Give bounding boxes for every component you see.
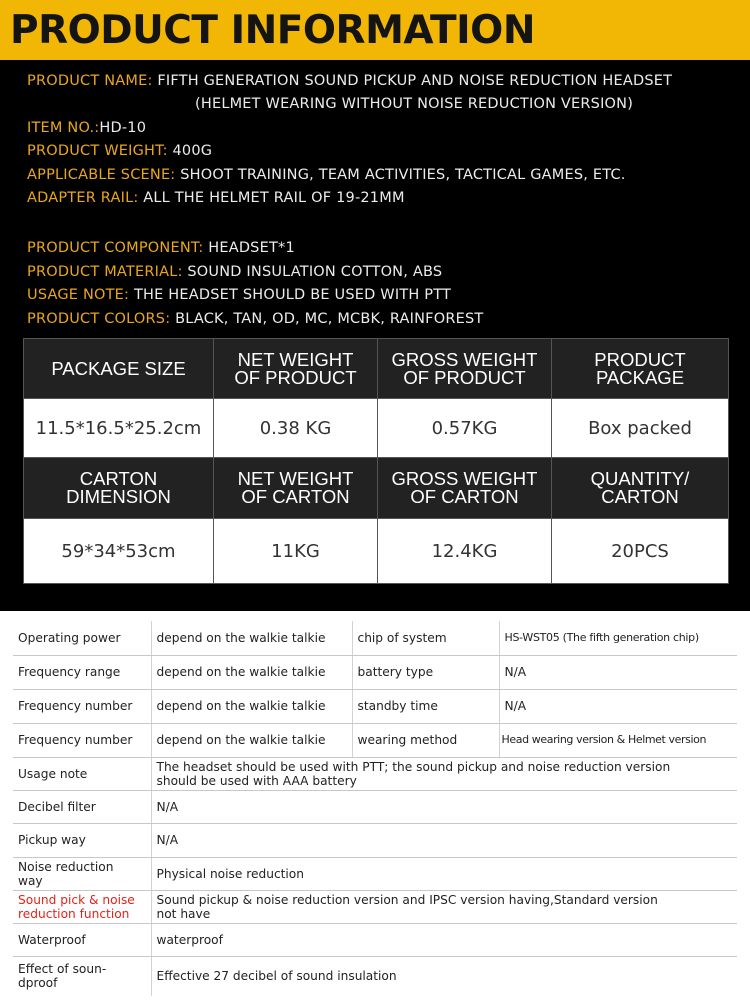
- component-value: HEADSET*1: [208, 240, 295, 256]
- scene-line: [27, 167, 626, 183]
- spec-row-sound-pick: [13, 890, 737, 923]
- scene-label: APPLICABLE SCENE:: [27, 167, 176, 183]
- rail-value: ALL THE HELMET RAIL OF 19-21MM: [143, 190, 405, 206]
- spec-label: Frequency range: [13, 655, 151, 689]
- spec-label: Pickup way: [13, 823, 151, 857]
- spec-value: HS-WST05 (The fifth generation chip): [499, 621, 737, 655]
- net-weight-product-header: NET WEIGHT OF PRODUCT: [214, 339, 378, 399]
- gross-weight-carton-header: GROSS WEIGHT OF CARTON: [378, 458, 552, 519]
- spec-row: [13, 655, 737, 689]
- spec-row-decibel: [13, 790, 737, 823]
- colors-label: PRODUCT COLORS:: [27, 311, 171, 327]
- spec-label: Usage note: [13, 757, 151, 790]
- spec-label: battery type: [352, 655, 499, 689]
- usage-line: [27, 287, 451, 303]
- quantity-carton-value: 20PCS: [552, 519, 729, 584]
- spec-label: Sound pick & noise reduction function: [13, 890, 151, 923]
- carton-dimension-value: 59*34*53cm: [24, 519, 214, 584]
- spec-row-noise: [13, 857, 737, 890]
- usage-label: USAGE NOTE:: [27, 287, 130, 303]
- colors-line: [27, 311, 483, 327]
- spec-table: [13, 621, 737, 996]
- spec-value: depend on the walkie talkie: [151, 723, 352, 757]
- page-title: PRODUCT INFORMATION: [0, 0, 750, 60]
- weight-value: 400G: [172, 143, 213, 159]
- net-weight-carton-header: NET WEIGHT OF CARTON: [214, 458, 378, 519]
- spec-value: Physical noise reduction: [151, 857, 737, 890]
- spec-label: Effect of soun- dproof: [13, 956, 151, 996]
- package-size-value: 11.5*16.5*25.2cm: [24, 399, 214, 458]
- product-package-header: PRODUCT PACKAGE: [552, 339, 729, 399]
- net-weight-product-value: 0.38 KG: [214, 399, 378, 458]
- product-name-value-line2: (HELMET WEARING WITHOUT NOISE REDUCTION VERSION): [195, 96, 634, 112]
- spec-value: N/A: [499, 689, 737, 723]
- spec-value: The headset should be used with PTT; the sound pickup and noise reduction version should be used with AAA battery: [151, 757, 737, 790]
- spec-value: depend on the walkie talkie: [151, 621, 352, 655]
- spec-label: Frequency number: [13, 689, 151, 723]
- product-name-label: PRODUCT NAME:: [27, 73, 153, 89]
- gross-weight-product-value: 0.57KG: [378, 399, 552, 458]
- spec-row-pickup: [13, 823, 737, 857]
- usage-value: THE HEADSET SHOULD BE USED WITH PTT: [133, 287, 452, 303]
- spec-row: [13, 621, 737, 655]
- spec-label: Waterproof: [13, 923, 151, 956]
- spec-row-waterproof: [13, 923, 737, 956]
- gross-weight-carton-value: 12.4KG: [378, 519, 552, 584]
- spec-value: Effective 27 decibel of sound insulation: [156, 969, 397, 984]
- component-line: [27, 240, 295, 256]
- item-no-value: HD-10: [99, 120, 147, 136]
- spec-label: standby time: [352, 689, 499, 723]
- product-name-line: [27, 73, 672, 89]
- package-size-header: PACKAGE SIZE: [24, 339, 214, 399]
- spec-value: N/A: [499, 655, 737, 689]
- spec-value: depend on the walkie talkie: [151, 655, 352, 689]
- package-value-row: [24, 399, 729, 458]
- spec-value: Head wearing version & Helmet version: [499, 723, 737, 757]
- carton-header-row: [24, 458, 729, 519]
- weight-label: PRODUCT WEIGHT:: [27, 143, 168, 159]
- net-weight-carton-value: 11KG: [214, 519, 378, 584]
- product-package-value: Box packed: [552, 399, 729, 458]
- spec-label: chip of system: [352, 621, 499, 655]
- material-value: SOUND INSULATION COTTON, ABS: [187, 264, 443, 280]
- spec-label: Decibel filter: [13, 790, 151, 823]
- material-label: PRODUCT MATERIAL:: [27, 264, 183, 280]
- rail-line: [27, 190, 405, 206]
- spec-value: N/A: [151, 790, 737, 823]
- spec-value: depend on the walkie talkie: [151, 689, 352, 723]
- spec-label: wearing method: [352, 723, 499, 757]
- rail-label: ADAPTER RAIL:: [27, 190, 139, 206]
- spec-value: N/A: [151, 823, 737, 857]
- quantity-carton-header: QUANTITY/ CARTON: [552, 458, 729, 519]
- colors-value: BLACK, TAN, OD, MC, MCBK, RAINFOREST: [175, 311, 484, 327]
- spec-label: Noise reduction way: [13, 857, 151, 890]
- carton-value-row: [24, 519, 729, 584]
- spec-row: [13, 689, 737, 723]
- package-table: [23, 338, 729, 584]
- carton-dimension-header: CARTON DIMENSION: [24, 458, 214, 519]
- package-header-row: [24, 339, 729, 399]
- spec-row: [13, 723, 737, 757]
- item-no-line: [27, 120, 146, 136]
- item-no-label: ITEM NO.:: [27, 120, 100, 136]
- spec-value: Sound pickup & noise reduction version and IPSC version having,Standard version not have: [151, 890, 737, 923]
- material-line: [27, 264, 442, 280]
- spec-value: waterproof: [151, 923, 737, 956]
- scene-value: SHOOT TRAINING, TEAM ACTIVITIES, TACTICAL GAMES, ETC.: [180, 167, 626, 183]
- spec-label: Operating power: [13, 621, 151, 655]
- spec-label: Frequency number: [13, 723, 151, 757]
- spec-row-usage-note: [13, 757, 737, 790]
- gross-weight-product-header: GROSS WEIGHT OF PRODUCT: [378, 339, 552, 399]
- spec-row-soundproof: [13, 956, 737, 996]
- component-label: PRODUCT COMPONENT:: [27, 240, 204, 256]
- product-name-value: FIFTH GENERATION SOUND PICKUP AND NOISE REDUCTION HEADSET: [157, 73, 673, 89]
- weight-line: [27, 143, 212, 159]
- spec-section: [0, 611, 750, 1001]
